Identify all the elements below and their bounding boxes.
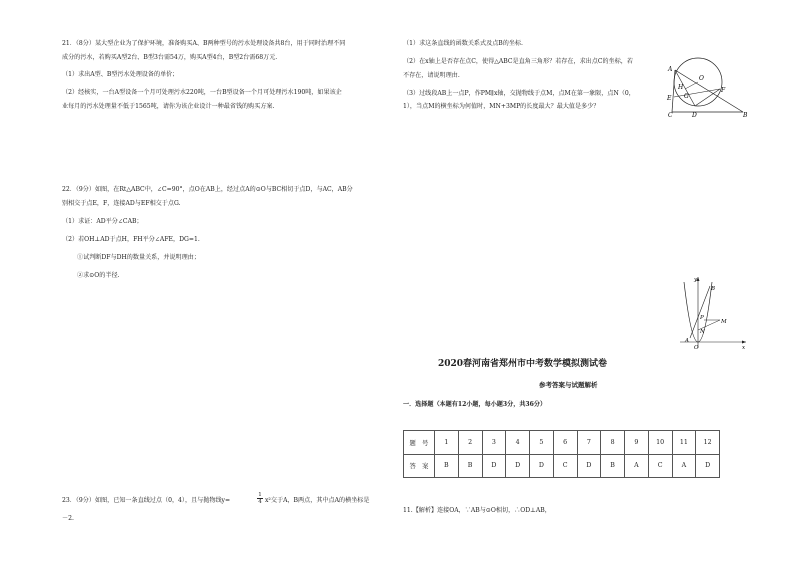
table-cell: A — [672, 454, 696, 478]
table-cell: D — [696, 454, 720, 478]
q22-part2: （2）若OH⊥AD于点H，FH平分∠AFE，DG=1. — [62, 236, 200, 243]
table-cell: 11 — [672, 431, 696, 455]
table-cell: D — [506, 454, 530, 478]
q23-part3-line2: 1），当点M的横坐标为何值时，MN+3MP的长度最大？最大值是多少？ — [403, 103, 600, 110]
table-answer-label: 答 案 — [404, 454, 435, 478]
q23-part2-line2: 不存在，请说明理由. — [403, 72, 460, 79]
fig23-label-b: B — [711, 286, 716, 292]
q22-geometry-figure — [663, 56, 753, 118]
fig22-label-o: O — [699, 75, 704, 82]
table-cell: B — [601, 454, 625, 478]
q22-sub1: ①试判断DF与DH的数量关系，并说明理由； — [77, 254, 200, 261]
table-cell: 8 — [601, 431, 625, 455]
fig23-label-o: O — [694, 345, 699, 350]
fig22-label-f: F — [721, 87, 726, 94]
fig23-label-a: A — [685, 338, 689, 344]
table-head-label: 题 号 — [404, 431, 435, 455]
q23-part3-line1: （3）过线段AB上一点P，作PM∥x轴，交抛物线于点M，点M在第一象限，点N（0， — [403, 90, 635, 97]
q23-parabola-figure — [676, 274, 750, 350]
table-cell: D — [530, 454, 554, 478]
q23-line2: －2. — [62, 515, 74, 522]
q23-part1: （1）求这条直线的函数关系式及点B的坐标. — [403, 40, 523, 47]
q21-part1: （1）求出A型、B型污水处理设备的单价； — [62, 71, 179, 78]
q23-line1-a: 23．（9分）如图，已知一条直线过点（0，4），且与抛物线y= — [62, 497, 231, 504]
q23-line1-b: x²交于A，B两点，其中点A的横坐标是 — [265, 497, 370, 504]
table-cell: B — [458, 454, 482, 478]
fig23-label-x: x — [742, 345, 746, 350]
table-row — [404, 454, 720, 478]
table-cell: 3 — [482, 431, 506, 455]
table-cell: 7 — [577, 431, 601, 455]
table-cell: 1 — [435, 431, 459, 455]
fig23-label-n: N — [700, 329, 705, 335]
fig23-label-y: y — [694, 277, 698, 283]
table-cell: B — [435, 454, 459, 478]
fig22-label-g: G — [684, 93, 689, 100]
q21-line1: 21．（8分）某大型企业为了保护环境，准备购买A、B两种型号的污水处理设备共8台，用于同时治理不同 — [62, 40, 346, 47]
table-cell: 2 — [458, 431, 482, 455]
q21-part2-line1: （2）经核实，一台A型设备一个月可处理污水220吨，一台B型设备一个月可处理污水190吨，如果该企 — [62, 89, 342, 96]
table-cell: C — [648, 454, 672, 478]
q23-fraction-numerator: 1 — [258, 492, 262, 498]
q22-line1: 22．（9分）如图，在Rt△ABC中，∠C=90°，点O在AB上，经过点A的⊙O与BC相切于点D，与AC，AB分 — [62, 186, 353, 193]
fig23-label-m: M — [721, 319, 727, 325]
table-cell: 4 — [506, 431, 530, 455]
q21-line2: 成分的污水，若购买A型2台、B型3台需54万，购买A型4台，B型2台需68万元. — [62, 54, 278, 61]
table-cell: 10 — [648, 431, 672, 455]
page-title: 2020春河南省郑州市中考数学模拟测试卷 — [438, 359, 608, 369]
table-cell: D — [482, 454, 506, 478]
section-heading: 一．选择题（本题有12小题，每小题3分，共36分） — [403, 401, 547, 408]
q23-fraction-denominator: 4 — [258, 499, 262, 505]
table-row — [404, 431, 720, 455]
q21-part2-line2: 业每月的污水处理量不低于1565吨，请你为该企业设计一种最省钱的购买方案. — [62, 103, 275, 110]
analysis-q11: 11.【解析】连接OA，∵AB与⊙O相切，∴OD⊥AB， — [403, 507, 551, 514]
table-cell: A — [625, 454, 649, 478]
fig22-label-b: B — [743, 112, 748, 118]
table-cell: 6 — [553, 431, 577, 455]
fig23-label-p: P — [700, 315, 704, 321]
fig22-label-d: D — [692, 112, 697, 118]
fig22-label-a: A — [668, 66, 673, 73]
fig22-label-h: H — [678, 84, 684, 91]
page-subtitle: 参考答案与试题解析 — [539, 381, 598, 389]
q22-line2: 别相交于点E，F，连接AD与EF相交于点G. — [62, 200, 181, 207]
fig22-label-c: C — [668, 112, 673, 118]
answer-table — [403, 430, 720, 478]
table-cell: 12 — [696, 431, 720, 455]
q23-fraction — [257, 492, 263, 505]
table-cell: 9 — [625, 431, 649, 455]
table-cell: C — [553, 454, 577, 478]
table-cell: 5 — [530, 431, 554, 455]
q22-sub2: ②求⊙O的半径. — [77, 272, 120, 279]
table-cell: D — [577, 454, 601, 478]
fig22-label-e: E — [667, 95, 672, 102]
q22-part1: （1）求证：AD平分∠CAB； — [62, 218, 143, 225]
q23-part2-line1: （2）在x轴上是否存在点C，使得△ABC是直角三角形？若存在，求出点C的坐标，若 — [403, 58, 633, 65]
